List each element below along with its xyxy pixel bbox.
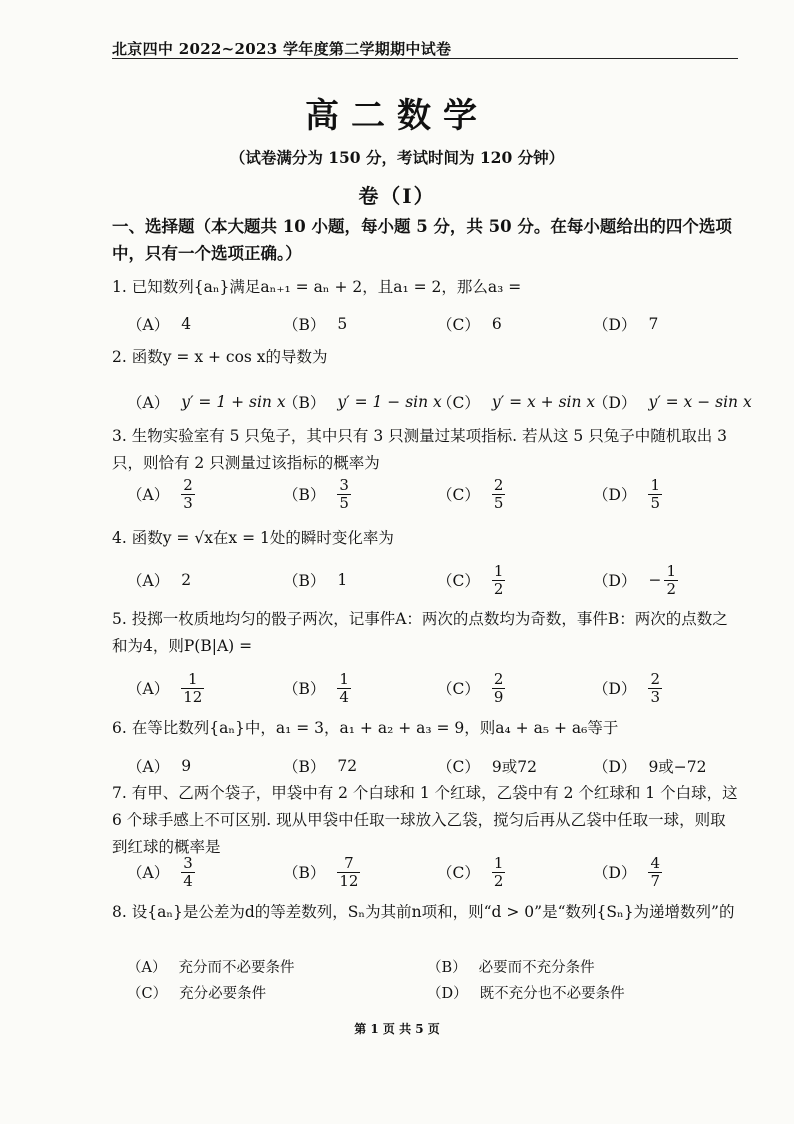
option-c[interactable] (437, 558, 505, 602)
numerator: 7 (344, 853, 354, 872)
denominator: 4 (339, 687, 349, 706)
denominator: 7 (650, 871, 660, 890)
fraction (648, 855, 662, 890)
option-b[interactable] (283, 472, 351, 516)
option-value: 7 (648, 315, 659, 333)
question-8-stem: 8. 设{aₙ}是公差为d的等差数列，Sₙ为其前n项和，则“d > 0”是“数列{Sₙ}为递增数列”的 (112, 903, 735, 921)
numerator: 1 (493, 853, 504, 872)
option-value: 9或−72 (648, 758, 707, 776)
option-a[interactable] (127, 850, 195, 894)
numerator: 1 (650, 475, 660, 494)
fraction (492, 671, 506, 706)
option-d[interactable] (593, 310, 658, 338)
denominator: 5 (493, 493, 504, 512)
option-c[interactable] (127, 982, 266, 1003)
option-a[interactable] (127, 752, 191, 780)
option-c[interactable] (437, 310, 502, 338)
option-value: 既不充分也不必要条件 (479, 986, 625, 1002)
denominator: 5 (339, 493, 349, 512)
numerator: 3 (339, 475, 349, 494)
option-label: （D） (427, 986, 468, 1002)
numerator: 1 (493, 561, 504, 580)
option-a[interactable] (127, 472, 195, 516)
denominator: 2 (493, 871, 504, 890)
numerator: 1 (187, 669, 198, 688)
option-a[interactable] (127, 310, 191, 338)
option-label: （C） (127, 986, 168, 1002)
option-value: y′ = x − sin x (648, 393, 752, 411)
option-value: 1 (337, 571, 348, 589)
minus-sign: − (648, 571, 662, 589)
option-d[interactable] (427, 982, 625, 1003)
option-label: （B） (283, 758, 326, 776)
option-d[interactable] (593, 558, 678, 602)
question-1-options (127, 310, 747, 338)
option-c[interactable] (437, 666, 505, 710)
fraction (648, 477, 662, 512)
question-5-stem: 5. 投掷一枚质地均匀的骰子两次，记事件A：两次的点数均为奇数，事件B：两次的点数之和为4，则P(B|A) = (112, 610, 728, 655)
option-label: （A） (127, 316, 170, 334)
option-label: （C） (437, 864, 480, 882)
option-value: 6 (491, 315, 502, 333)
option-value: y′ = 1 − sin x (337, 393, 442, 411)
option-a[interactable] (127, 388, 286, 416)
option-label: （C） (437, 572, 480, 590)
option-b[interactable] (283, 388, 442, 416)
option-label: （C） (437, 758, 480, 776)
option-b[interactable] (427, 956, 595, 977)
option-value: 充分而不必要条件 (178, 960, 295, 976)
option-d[interactable] (593, 850, 662, 894)
question-4-options (127, 558, 747, 602)
denominator: 3 (183, 493, 193, 512)
option-label: （B） (283, 394, 326, 412)
option-label: （A） (127, 864, 170, 882)
denominator: 12 (183, 687, 203, 706)
option-value: 充分必要条件 (179, 986, 267, 1002)
option-label: （A） (127, 572, 170, 590)
option-b[interactable] (283, 752, 357, 780)
option-label: （B） (427, 960, 467, 976)
denominator: 9 (493, 687, 504, 706)
question-4-stem: 4. 函数y = √x在x = 1处的瞬时变化率为 (112, 529, 394, 547)
numerator: 2 (493, 669, 504, 688)
option-label: （C） (437, 394, 480, 412)
option-b[interactable] (283, 558, 347, 602)
option-a[interactable] (127, 956, 294, 977)
numerator: 2 (183, 475, 193, 494)
option-label: （D） (593, 486, 637, 504)
exam-header: 北京四中 2022~2023 学年度第二学期期中试卷 (112, 40, 452, 58)
denominator: 4 (183, 871, 193, 890)
exam-subtitle: （试卷满分为 150 分，考试时间为 120 分钟） (229, 148, 565, 167)
question-7-options (127, 850, 747, 894)
denominator: 2 (666, 579, 676, 598)
fraction (337, 855, 360, 890)
numerator: 2 (493, 475, 504, 494)
question-3-stem: 3. 生物实验室有 5 只兔子，其中只有 3 只测量过某项指标. 若从这 5 只兔子中随机取出 3 只，则恰有 2 只测量过该指标的概率为 (112, 427, 728, 472)
option-label: （D） (593, 864, 637, 882)
option-value: 9或72 (491, 758, 537, 776)
option-value: 9 (181, 757, 192, 775)
option-b[interactable] (283, 850, 360, 894)
numerator: 4 (650, 853, 660, 872)
option-value: y′ = 1 + sin x (181, 393, 286, 411)
fraction (337, 671, 351, 706)
question-5-options (127, 666, 747, 710)
option-a[interactable] (127, 666, 204, 710)
volume-label: 卷（I） (358, 184, 436, 208)
fraction (337, 477, 351, 512)
option-label: （D） (593, 316, 637, 334)
option-d[interactable] (593, 752, 707, 780)
fraction (181, 855, 195, 890)
option-label: （D） (593, 680, 637, 698)
option-label: （A） (127, 680, 170, 698)
option-label: （A） (127, 486, 170, 504)
option-label: （A） (127, 960, 167, 976)
page-title: 高二数学 (305, 96, 489, 136)
option-label: （A） (127, 758, 170, 776)
option-label: （C） (437, 316, 480, 334)
denominator: 12 (339, 871, 359, 890)
option-label: （D） (593, 394, 637, 412)
option-a[interactable] (127, 558, 191, 602)
option-d[interactable] (593, 388, 752, 416)
question-1-stem: 1. 已知数列{aₙ}满足aₙ₊₁ = aₙ + 2，且a₁ = 2，那么a₃ = (112, 278, 522, 296)
question-6-options (127, 752, 747, 780)
denominator: 5 (650, 493, 660, 512)
option-value: 4 (181, 315, 192, 333)
option-c[interactable] (437, 752, 537, 780)
option-b[interactable] (283, 310, 347, 338)
section-heading: 一、选择题（本大题共 10 小题，每小题 5 分，共 50 分。在每小题给出的四个选项中，只有一个选项正确。） (112, 217, 732, 263)
numerator: 3 (183, 853, 193, 872)
option-c[interactable] (437, 388, 595, 416)
question-7-stem: 7. 有甲、乙两个袋子，甲袋中有 2 个白球和 1 个红球，乙袋中有 2 个红球和 1 个白球，这 6 个球手感上不可区别. 现从甲袋中任取一球放入乙袋，搅匀后再从乙袋中任取一球，则取到红球的概率是 (112, 784, 738, 856)
option-value: 72 (337, 757, 358, 775)
option-b[interactable] (283, 666, 351, 710)
fraction (492, 855, 506, 890)
question-2-stem: 2. 函数y = x + cos x的导数为 (112, 348, 328, 366)
fraction (648, 671, 662, 706)
option-label: （B） (283, 572, 326, 590)
fraction (664, 563, 678, 598)
option-c[interactable] (437, 850, 505, 894)
option-c[interactable] (437, 472, 505, 516)
header-rule (112, 58, 738, 59)
option-label: （D） (593, 572, 637, 590)
option-value: 5 (337, 315, 348, 333)
option-label: （C） (437, 486, 480, 504)
option-label: （C） (437, 680, 480, 698)
fraction (181, 477, 195, 512)
fraction (181, 671, 204, 706)
option-value: 2 (181, 571, 192, 589)
question-6-stem: 6. 在等比数列{aₙ}中，a₁ = 3，a₁ + a₂ + a₃ = 9，则a₄ + a₅ + a₆等于 (112, 719, 619, 737)
option-label: （B） (283, 486, 326, 504)
option-label: （B） (283, 316, 326, 334)
option-value: y′ = x + sin x (491, 393, 596, 411)
question-3-options (127, 472, 747, 516)
fraction (492, 563, 506, 598)
numerator: 1 (339, 669, 349, 688)
numerator: 1 (666, 561, 676, 580)
option-label: （B） (283, 680, 326, 698)
denominator: 2 (493, 579, 504, 598)
numerator: 2 (650, 669, 660, 688)
option-label: （D） (593, 758, 637, 776)
option-d[interactable] (593, 472, 662, 516)
fraction (492, 477, 506, 512)
denominator: 3 (650, 687, 660, 706)
option-value: 必要而不充分条件 (478, 960, 595, 976)
option-d[interactable] (593, 666, 662, 710)
question-2-options (127, 388, 752, 416)
page-footer: 第 1 页 共 5 页 (354, 1022, 440, 1036)
option-label: （A） (127, 394, 170, 412)
option-label: （B） (283, 864, 326, 882)
